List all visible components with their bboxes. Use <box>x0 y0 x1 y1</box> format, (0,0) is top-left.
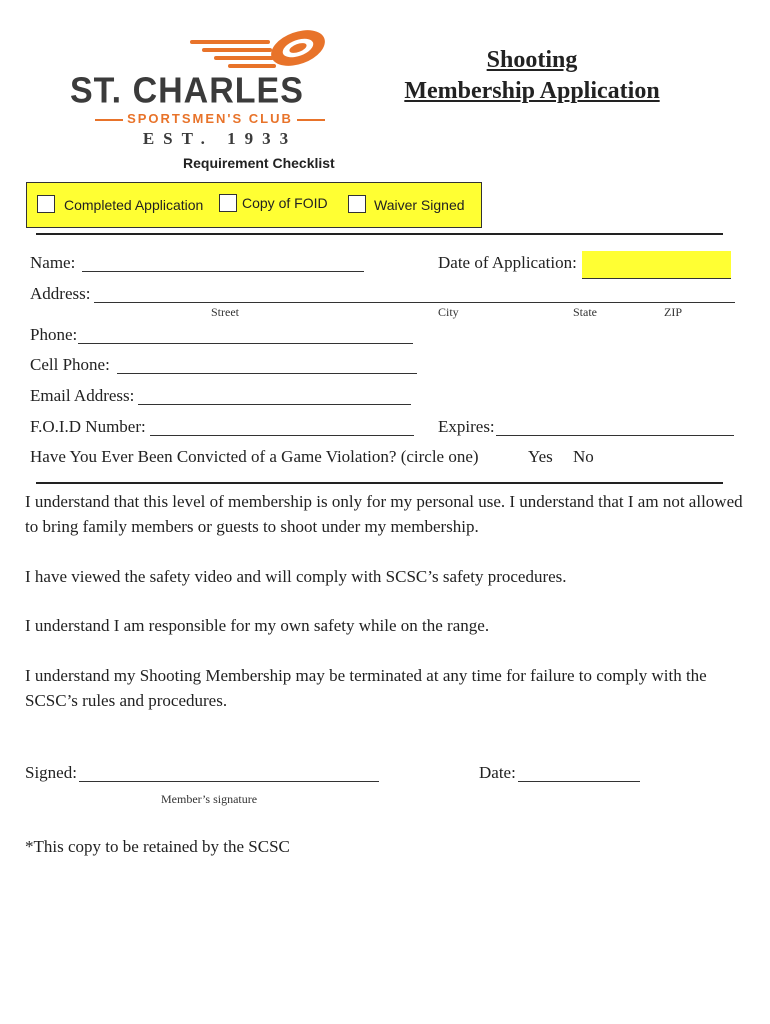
phone-input[interactable] <box>78 343 413 344</box>
member-signature-hint: Member’s signature <box>161 792 258 806</box>
expires-input[interactable] <box>496 435 734 436</box>
logo-established: EST. 1933 <box>142 129 298 148</box>
statement-safety-video: I have viewed the safety video and will comply with SCSC’s safety procedures. <box>25 567 567 586</box>
foid-label: F.O.I.D Number: <box>30 417 146 436</box>
email-label: Email Address: <box>30 386 135 405</box>
name-input[interactable] <box>82 271 364 272</box>
logo-club-name: ST. CHARLES <box>70 71 304 111</box>
clay-target-icon <box>180 26 340 76</box>
address-hint-city: City <box>438 305 459 319</box>
date-of-application-input[interactable] <box>582 251 731 279</box>
phone-label: Phone: <box>30 325 78 344</box>
foid-input[interactable] <box>150 435 414 436</box>
cell-phone-input[interactable] <box>117 373 417 374</box>
address-hint-zip: ZIP <box>664 305 682 319</box>
checklist-item-label: Completed Application <box>64 197 204 213</box>
violation-yes-option[interactable]: Yes <box>528 447 553 466</box>
footer-note: *This copy to be retained by the SCSC <box>25 837 290 856</box>
violation-question: Have You Ever Been Convicted of a Game Violation? (circle one) <box>30 447 479 466</box>
address-input[interactable] <box>94 302 735 303</box>
requirement-checklist <box>26 182 482 228</box>
checklist-item-label: Copy of FOID <box>242 195 328 211</box>
divider <box>36 233 723 235</box>
checkbox-completed-application[interactable] <box>37 195 55 213</box>
checkbox-copy-of-foid[interactable] <box>219 194 237 212</box>
address-hint-state: State <box>573 305 597 319</box>
checkbox-waiver-signed[interactable] <box>348 195 366 213</box>
address-label: Address: <box>30 284 91 303</box>
checklist-heading: Requirement Checklist <box>183 155 335 171</box>
signature-input[interactable] <box>79 781 379 782</box>
address-hint-street: Street <box>211 305 239 319</box>
cell-phone-label: Cell Phone: <box>30 355 110 374</box>
signed-label: Signed: <box>25 763 77 782</box>
divider <box>36 482 723 484</box>
statement-own-safety: I understand I am responsible for my own safety while on the range. <box>25 616 490 635</box>
signature-date-label: Date: <box>479 763 516 782</box>
statement-personal-use: I understand that this level of membership is only for my personal use. I understand that I am not allowed to bring family members or guests to shoot under my membership. <box>25 492 743 536</box>
expires-label: Expires: <box>438 417 495 436</box>
page-title-line2: Membership Application <box>404 78 660 104</box>
email-input[interactable] <box>138 404 411 405</box>
statement-termination: I understand my Shooting Membership may be terminated at any time for failure to comply with the SCSC’s rules and procedures. <box>25 666 707 710</box>
name-label: Name: <box>30 253 76 272</box>
violation-no-option[interactable]: No <box>573 447 594 466</box>
checklist-item-label: Waiver Signed <box>374 197 465 213</box>
logo-subtitle: SPORTSMEN'S CLUB <box>80 112 340 125</box>
signature-date-input[interactable] <box>518 781 640 782</box>
date-of-application-label: Date of Application: <box>438 253 577 272</box>
page-title-line1: Shooting <box>486 47 578 73</box>
club-logo <box>70 26 350 151</box>
